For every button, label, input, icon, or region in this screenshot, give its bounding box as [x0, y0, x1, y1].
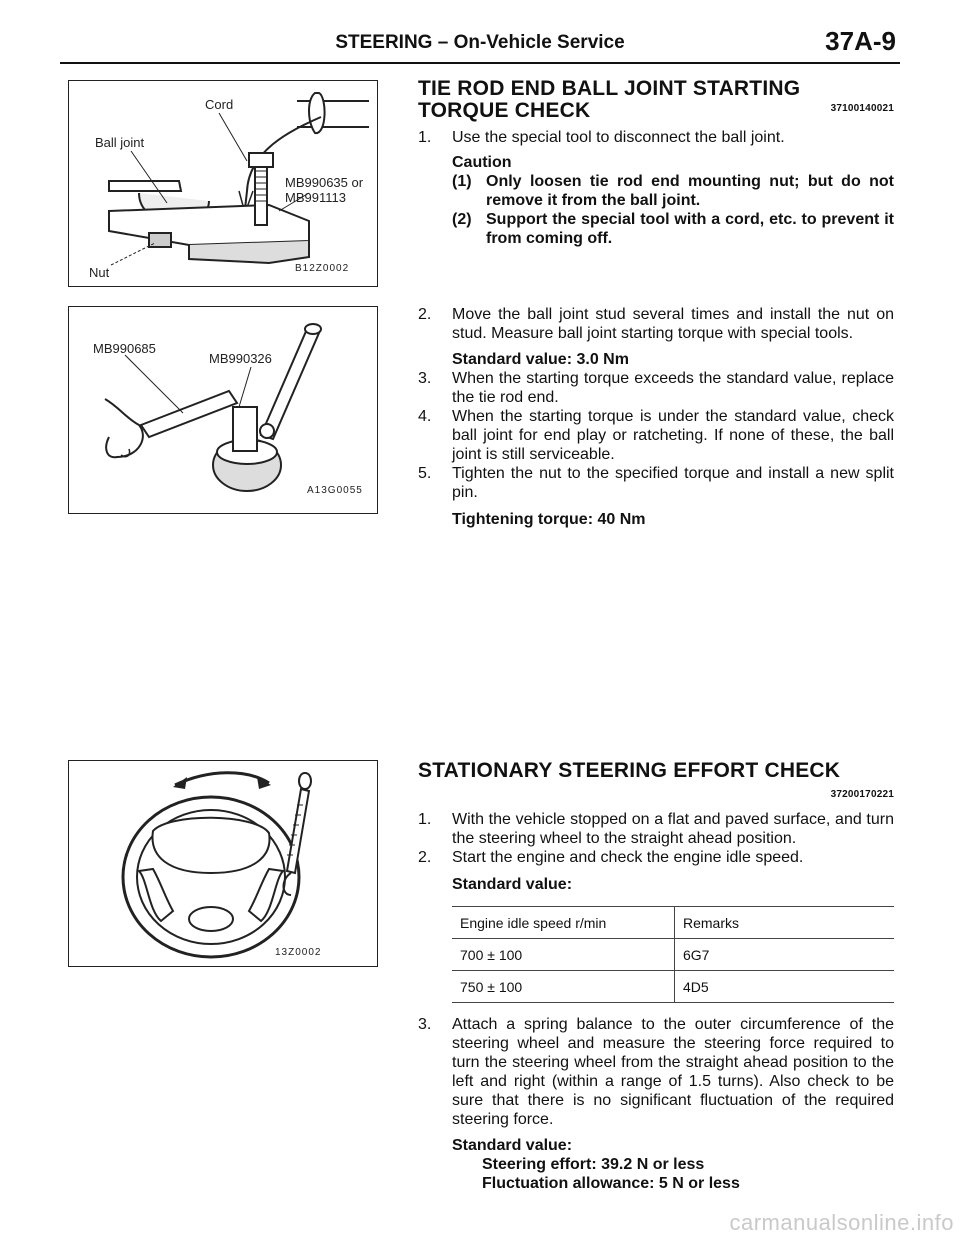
standard-value: Standard value: 3.0 Nm	[452, 351, 629, 368]
caution-text: Only loosen tie rod end mounting nut; but do not remove it from the ball joint.	[486, 173, 894, 209]
step-3	[418, 1015, 894, 1129]
caution-item-2	[452, 210, 894, 248]
step-number: 2.	[418, 306, 432, 323]
page-number: 37A-9	[825, 26, 896, 56]
table-cell: 750 ± 100	[452, 971, 675, 1003]
figure-code: B12Z0002	[295, 263, 350, 274]
section-steering-effort	[418, 760, 894, 1193]
section-title-line2: TORQUE CHECK	[418, 99, 591, 122]
table-cell: 4D5	[675, 971, 895, 1003]
label-tool-mb990685: MB990685	[93, 341, 156, 356]
step-number: 5.	[418, 465, 432, 482]
table-row	[452, 971, 894, 1003]
figure-ball-joint-disconnect	[68, 80, 378, 287]
tightening-torque: Tightening torque: 40 Nm	[452, 511, 646, 528]
fluctuation-value: Fluctuation allowance: 5 N or less	[482, 1175, 740, 1192]
section-tie-rod-end	[418, 78, 894, 529]
standard-value-label: Standard value:	[452, 876, 573, 893]
section-title	[418, 78, 894, 122]
steering-effort-value: Steering effort: 39.2 N or less	[482, 1156, 705, 1173]
step-2	[418, 305, 894, 343]
step-text: With the vehicle stopped on a flat and paved surface, and turn the steering wheel to the straight ahead position.	[452, 811, 894, 847]
step-number: 3.	[418, 1016, 432, 1033]
label-ball-joint: Ball joint	[95, 135, 145, 150]
step-text: Tighten the nut to the specified torque and install a new split pin.	[452, 465, 894, 501]
caution-number: (2)	[452, 211, 472, 228]
step-number: 1.	[418, 811, 432, 828]
page-header	[60, 28, 900, 64]
step-1	[418, 128, 894, 147]
table-header-row	[452, 907, 894, 939]
caution-item-1	[452, 172, 894, 210]
step-3	[418, 369, 894, 407]
figure-code: A13G0055	[307, 485, 363, 496]
caution-list	[418, 172, 894, 248]
caution-number: (1)	[452, 173, 472, 190]
step-text: Move the ball joint stud several times and install the nut on stud. Measure ball joint starting torque with special tools.	[452, 306, 894, 342]
label-tool-mb991113: MB991113	[285, 190, 346, 205]
table-header-cell: Engine idle speed r/min	[452, 907, 675, 939]
label-nut: Nut	[89, 265, 110, 280]
standard-value-label: Standard value:	[452, 1137, 573, 1154]
step-text: Start the engine and check the engine idle speed.	[452, 849, 804, 866]
figure-code: 13Z0002	[275, 947, 322, 958]
section-title	[418, 760, 894, 806]
figure-steering-effort	[68, 760, 378, 967]
step-4	[418, 407, 894, 464]
step-1	[418, 810, 894, 848]
section-title-line1: STATIONARY STEERING EFFORT CHECK	[418, 759, 841, 782]
step-5	[418, 464, 894, 502]
steering-wheel-illustration	[69, 761, 377, 966]
idle-speed-table	[452, 906, 894, 1003]
step-number: 1.	[418, 129, 432, 146]
section-title-line1: TIE ROD END BALL JOINT STARTING	[418, 77, 801, 100]
section-code: 37200170221	[830, 789, 894, 800]
table-cell: 6G7	[675, 939, 895, 971]
caution-text: Support the special tool with a cord, etc. to prevent it from coming off.	[486, 211, 894, 247]
label-tool-mb990326: MB990326	[209, 351, 272, 366]
label-tool-mb990635: MB990635 or	[285, 175, 364, 190]
step-text: When the starting torque exceeds the standard value, replace the tie rod end.	[452, 370, 894, 406]
step-2	[418, 848, 894, 867]
header-title: STEERING – On-Vehicle Service	[335, 32, 625, 53]
figure-starting-torque	[68, 306, 378, 514]
table-header-cell: Remarks	[675, 907, 895, 939]
step-number: 2.	[418, 849, 432, 866]
step-number: 4.	[418, 408, 432, 425]
section-code: 37100140021	[830, 103, 894, 114]
step-text: When the starting torque is under the standard value, check ball joint for end play or ratcheting. If none of these, the ball joint is still serviceable.	[452, 408, 894, 463]
step-text: Use the special tool to disconnect the ball joint.	[452, 129, 785, 146]
step-number: 3.	[418, 370, 432, 387]
label-cord: Cord	[205, 97, 234, 112]
watermark: carmanualsonline.info	[729, 1210, 954, 1235]
table-row	[452, 939, 894, 971]
torque-gauge-illustration	[69, 307, 377, 513]
step-text: Attach a spring balance to the outer circumference of the steering wheel and measure the steering force required to turn the steering wheel from the straight ahead position to the left and right (within a range of 1.5 turns). Also check to be sure that there is no significant fluctuation of the required steering force.	[452, 1016, 894, 1128]
table-cell: 700 ± 100	[452, 939, 675, 971]
caution-label: Caution	[452, 154, 512, 171]
